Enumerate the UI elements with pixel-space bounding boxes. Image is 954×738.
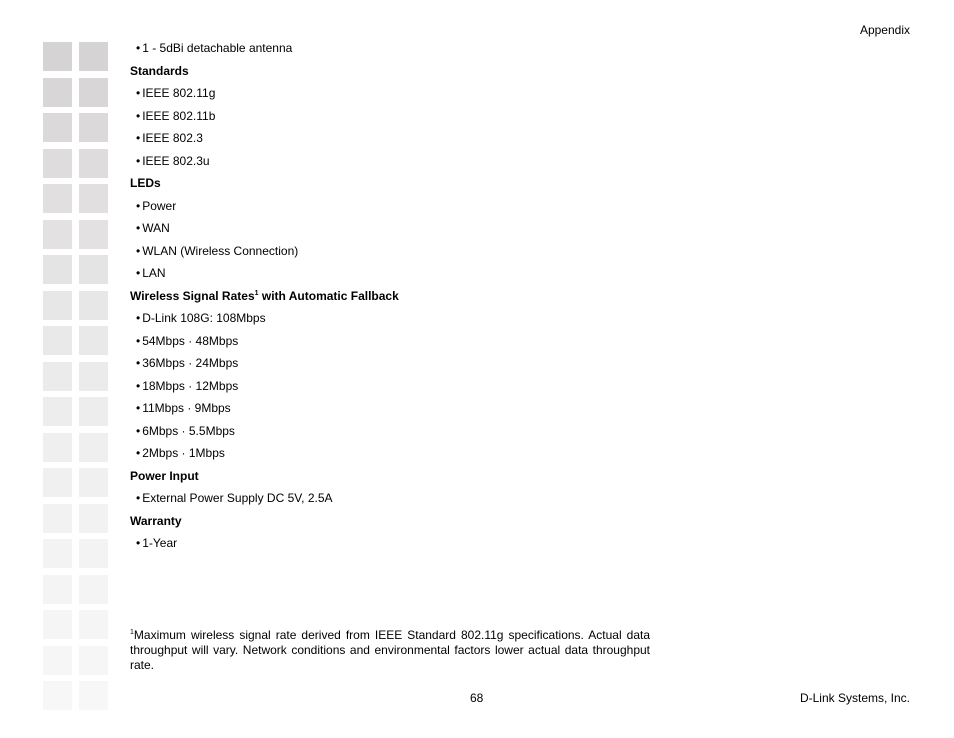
sidebar-tile (79, 681, 108, 710)
spec-heading (130, 513, 650, 536)
spec-item (130, 220, 650, 243)
bullet-icon: • (136, 221, 141, 235)
bullet-icon: • (136, 108, 141, 123)
spec-heading (130, 288, 650, 311)
spec-item (130, 355, 650, 378)
spec-item (130, 153, 650, 176)
bullet-icon: • (136, 446, 141, 460)
bullet-icon: • (136, 356, 141, 370)
bullet-icon: • (136, 536, 141, 550)
bullet-icon: • (136, 86, 141, 100)
sidebar-tile (43, 42, 72, 71)
item-text: 54Mbps · 48Mbps (142, 333, 239, 348)
spec-item (130, 400, 650, 423)
item-text: IEEE 802.11b (142, 108, 216, 123)
sidebar-tile (79, 646, 108, 675)
spec-item (130, 445, 650, 468)
bullet-icon: • (136, 333, 141, 348)
bullet-icon: • (136, 153, 141, 168)
spec-item (130, 333, 650, 356)
heading-text: Warranty (130, 513, 182, 528)
item-text: D-Link 108G: 108Mbps (142, 311, 266, 325)
sidebar-tile (79, 291, 108, 320)
page-number: 68 (470, 691, 484, 705)
sidebar-tile (43, 646, 72, 675)
spec-item (130, 108, 650, 131)
item-text: IEEE 802.3u (142, 153, 210, 168)
sidebar-tile (79, 184, 108, 213)
item-text: 11Mbps · 9Mbps (142, 401, 231, 415)
sidebar-tile (43, 539, 72, 568)
sidebar-tile (43, 184, 72, 213)
spec-item (130, 490, 650, 513)
sidebar-tile (79, 397, 108, 426)
spec-item (130, 535, 650, 558)
item-text: Power (142, 198, 177, 213)
footnote-marker: 1 (130, 629, 134, 636)
spec-item (130, 85, 650, 108)
sidebar-tile (43, 504, 72, 533)
heading-text-cont: with Automatic Fallback (258, 288, 399, 303)
spec-heading (130, 468, 650, 491)
bullet-icon: • (136, 266, 141, 280)
item-text: External Power Supply DC 5V, 2.5A (142, 491, 333, 505)
item-text: 36Mbps · 24Mbps (142, 356, 239, 370)
item-text: WAN (142, 221, 170, 235)
heading-text: Wireless Signal Rates (130, 288, 255, 303)
item-text: 6Mbps · 5.5Mbps (142, 423, 235, 438)
spec-item (130, 310, 650, 333)
item-text: 1 - 5dBi detachable antenna (142, 41, 293, 55)
sidebar-tile (79, 433, 108, 462)
spec-item (130, 198, 650, 221)
item-text: IEEE 802.3 (142, 131, 203, 145)
bullet-icon: • (136, 243, 141, 258)
sidebar-tile (43, 291, 72, 320)
spec-item (130, 265, 650, 288)
sidebar-tile (79, 326, 108, 355)
bullet-icon: • (136, 491, 141, 505)
spec-item (130, 378, 650, 401)
item-text: 2Mbps · 1Mbps (142, 446, 225, 460)
sidebar-tile (79, 575, 108, 604)
sidebar-tile (43, 149, 72, 178)
sidebar-tile (43, 610, 72, 639)
spec-item (130, 243, 650, 266)
footnote (130, 628, 650, 673)
spec-item (130, 40, 650, 63)
sidebar-tile (43, 255, 72, 284)
section-header: Appendix (859, 23, 910, 37)
heading-text: Power Input (130, 468, 199, 483)
sidebar-tile (43, 575, 72, 604)
sidebar-tile (79, 539, 108, 568)
sidebar-tile (79, 149, 108, 178)
spec-list (130, 40, 650, 558)
sidebar-tile (79, 113, 108, 142)
sidebar-tile (43, 468, 72, 497)
sidebar-tile (43, 681, 72, 710)
heading-text: Standards (130, 63, 189, 78)
bullet-icon: • (136, 378, 141, 393)
sidebar-tile (43, 397, 72, 426)
spec-item (130, 423, 650, 446)
bullet-icon: • (136, 401, 141, 415)
sidebar-tile (79, 610, 108, 639)
company-name: D-Link Systems, Inc. (799, 691, 910, 705)
bullet-icon: • (136, 131, 141, 145)
item-text: 18Mbps · 12Mbps (142, 378, 239, 393)
sidebar-tile (79, 504, 108, 533)
item-text: 1-Year (142, 536, 178, 550)
bullet-icon: • (136, 41, 141, 55)
bullet-icon: • (136, 311, 141, 325)
sidebar-tile (79, 468, 108, 497)
sidebar-tile (79, 255, 108, 284)
sidebar-tile (43, 220, 72, 249)
bullet-icon: • (136, 423, 141, 438)
item-text: LAN (142, 266, 166, 280)
sidebar-tile (43, 78, 72, 107)
sidebar-tile (79, 362, 108, 391)
sidebar-tile (79, 220, 108, 249)
sidebar-tile (43, 113, 72, 142)
footnote-ref: 1 (254, 289, 259, 297)
bullet-icon: • (136, 198, 141, 213)
spec-heading (130, 175, 650, 198)
spec-heading (130, 63, 650, 86)
sidebar-tile (79, 42, 108, 71)
sidebar-tile (43, 326, 72, 355)
sidebar-tile (43, 433, 72, 462)
sidebar-tile (43, 362, 72, 391)
item-text: WLAN (Wireless Connection) (142, 243, 299, 258)
footnote-text: Maximum wireless signal rate derived from IEEE Standard 802.11g specifications. Actual data throughput will vary. Network conditions and environmental factors lower actual data throughput rate. (130, 628, 650, 672)
item-text: IEEE 802.11g (142, 86, 216, 100)
sidebar-tile (79, 78, 108, 107)
heading-text: LEDs (130, 176, 161, 190)
spec-item (130, 130, 650, 153)
